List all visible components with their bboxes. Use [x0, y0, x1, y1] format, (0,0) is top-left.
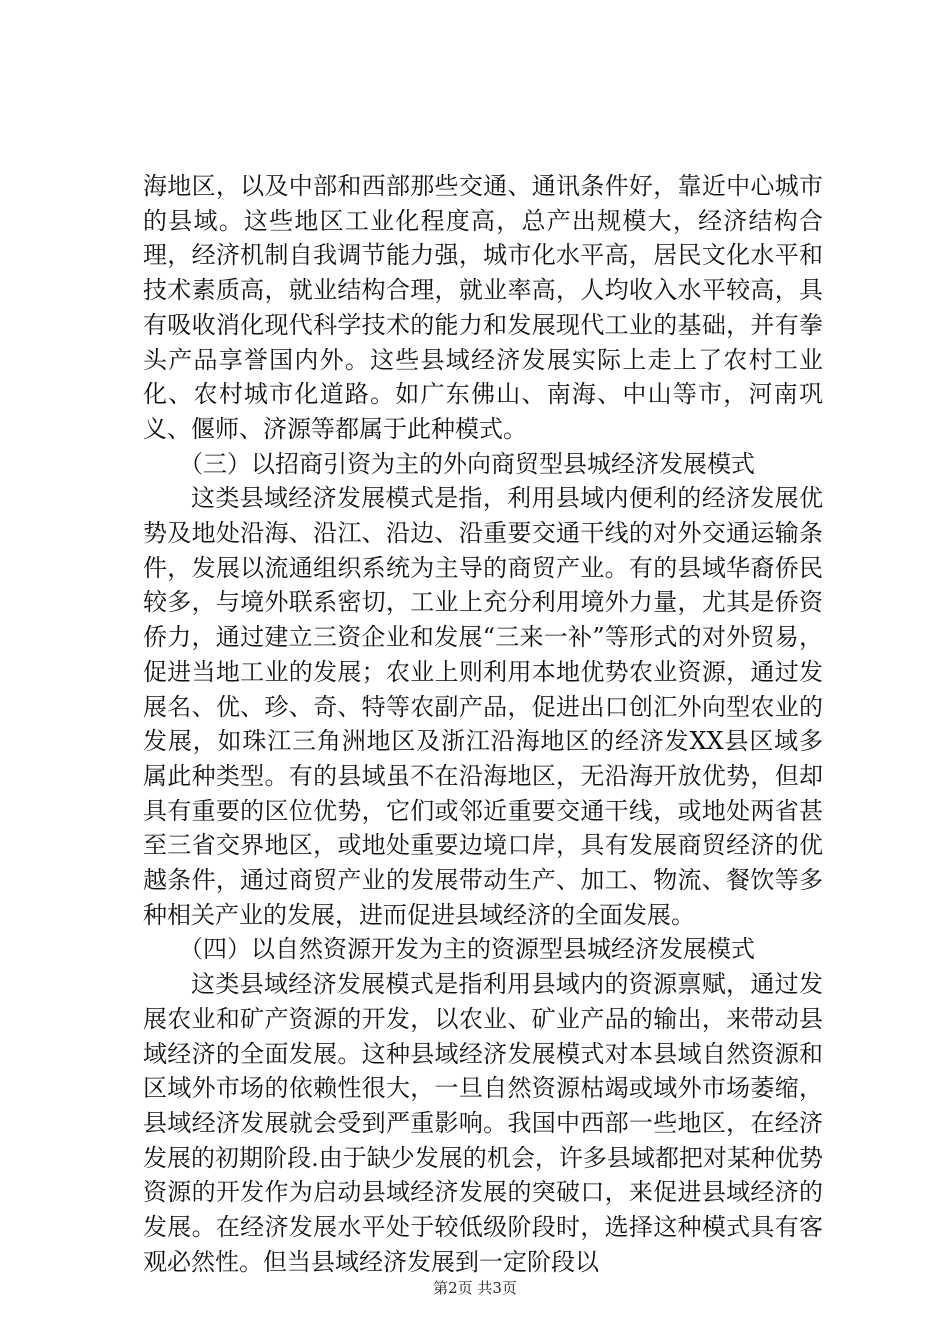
- paragraph-section-4: 这类县域经济发展模式是指利用县域内的资源禀赋，通过发展农业和矿产资源的开发，以农业、矿业产品的输出，来带动县域经济的全面发展。这种县域经济发展模式对本县域自然资源和区域外市场的依赖性很大，一旦自然资源枯竭或域外市场萎缩，县域经济发展就会受到严重影响。我国中西部一些地区，在经济发展的初期阶段.由于缺少发展的机会，许多县域都把对某种优势资源的开发作为启动县域经济发展的突破口，来促进县域经济的发展。在经济发展水平处于较低级阶段时，选择这种模式具有客观必然性。但当县域经济发展到一定阶段以: [143, 970, 823, 1276]
- paragraph-section-3: 这类县域经济发展模式是指，利用县域内便利的经济发展优势及地处沿海、沿江、沿边、沿重要交通干线的对外交通运输条件，发展以流通组织系统为主导的商贸产业。有的县域华裔侨民较多，与境外联系密切，工业上充分利用境外力量，尤其是侨资侨力，通过建立三资企业和发展“三来一补”等形式的对外贸易，促进当地工业的发展；农业上则利用本地优势农业资源，通过发展名、优、珍、奇、特等农副产品，促进出口创汇外向型农业的发展，如珠江三角洲地区及浙江沿海地区的经济发XX县区域多属此种类型。有的县域虽不在沿海地区，无沿海开放优势，但却具有重要的区位优势，它们或邻近重要交通干线，或地处两省甚至三省交界地区，或地处重要边境口岸，具有发展商贸经济的优越条件，通过商贸产业的发展带动生产、加工、物流、餐饮等多种相关产业的发展，进而促进县域经济的全面发展。: [143, 484, 823, 929]
- section-heading-4: （四）以自然资源开发为主的资源型县城经济发展模式: [179, 935, 755, 964]
- document-body: [143, 169, 823, 1280]
- section-heading-3: （三）以招商引资为主的外向商贸型县城经济发展模式: [179, 449, 755, 478]
- paragraph-continuation: 海地区，以及中部和西部那些交通、通讯条件好，靠近中心城市的县域。这些地区工业化程度高，总产出规模大，经济结构合理，经济机制自我调节能力强，城市化水平高，居民文化水平和技术素质高，就业结构合理，就业率高，人均收入水平较高，具有吸收消化现代科学技术的能力和发展现代工业的基础，并有拳头产品享誉国内外。这些县域经济发展实际上走上了农村工业化、农村城市化道路。如广东佛山、南海、中山等市，河南巩义、偃师、济源等都属于此种模式。: [143, 172, 823, 443]
- page-number-footer: 第2页 共3页: [433, 1279, 517, 1297]
